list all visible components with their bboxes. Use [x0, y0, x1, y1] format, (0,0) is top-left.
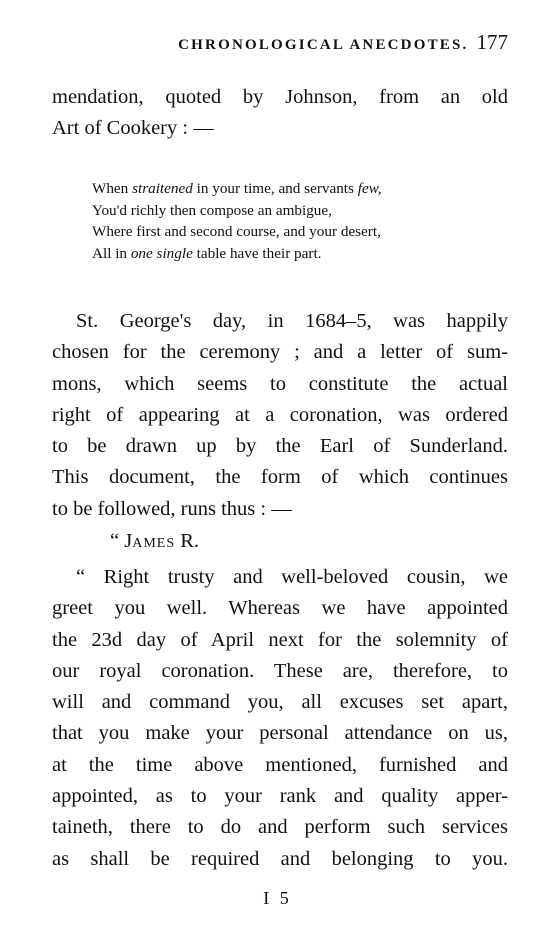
text-line: at the time above mentioned, furnished and — [52, 753, 508, 776]
verse-line: When straitened in your time, and servants few, — [92, 180, 382, 197]
intro-text — [52, 82, 508, 145]
verse-line: Where first and second course, and your desert, — [92, 223, 381, 241]
text-line: St. George's day, in 1684–5, was happily — [76, 310, 508, 332]
verse-quotation — [92, 178, 512, 264]
printer-signature-mark: I 5 — [263, 888, 292, 908]
text-line: mons, which seems to constitute the actual — [52, 372, 508, 395]
running-title: CHRONOLOGICAL ANECDOTES. — [178, 37, 469, 53]
body-paragraph — [52, 306, 508, 525]
verse-line: You'd richly then compose an ambigue, — [92, 201, 332, 219]
text-line: chosen for the ceremony ; and a letter of sum- — [52, 341, 508, 364]
verse-line: All in one single table have their part. — [92, 244, 322, 262]
text-line: to be followed, runs thus : — — [52, 497, 292, 520]
text-line: Art of Cookery : — — [52, 117, 214, 140]
letter-text — [52, 562, 508, 875]
signature-text: “ James R. — [110, 530, 200, 552]
text-line: “ Right trusty and well-beloved cousin, we — [76, 566, 508, 588]
text-line: appointed, as to your rank and quality apper- — [52, 785, 508, 808]
text-line: that you make your personal attendance on us, — [52, 722, 508, 745]
text-line: will and command you, all excuses set apart, — [52, 691, 508, 714]
text-line: This document, the form of which continues — [52, 466, 508, 489]
text-line: to be drawn up by the Earl of Sunderland. — [52, 435, 508, 458]
text-line: mendation, quoted by Johnson, from an old — [52, 86, 508, 108]
text-line: taineth, there to do and perform such services — [52, 816, 508, 839]
text-line: as shall be required and belonging to you. — [52, 847, 508, 870]
letter-signature — [110, 530, 199, 553]
page-number: 177 — [476, 30, 508, 54]
text-line: the 23d day of April next for the solemnity of — [52, 628, 508, 651]
text-line: right of appearing at a coronation, was ordered — [52, 403, 508, 426]
running-head — [100, 30, 508, 55]
text-line: greet you well. Whereas we have appointed — [52, 597, 508, 620]
text-line: our royal coronation. These are, therefore, to — [52, 659, 508, 682]
